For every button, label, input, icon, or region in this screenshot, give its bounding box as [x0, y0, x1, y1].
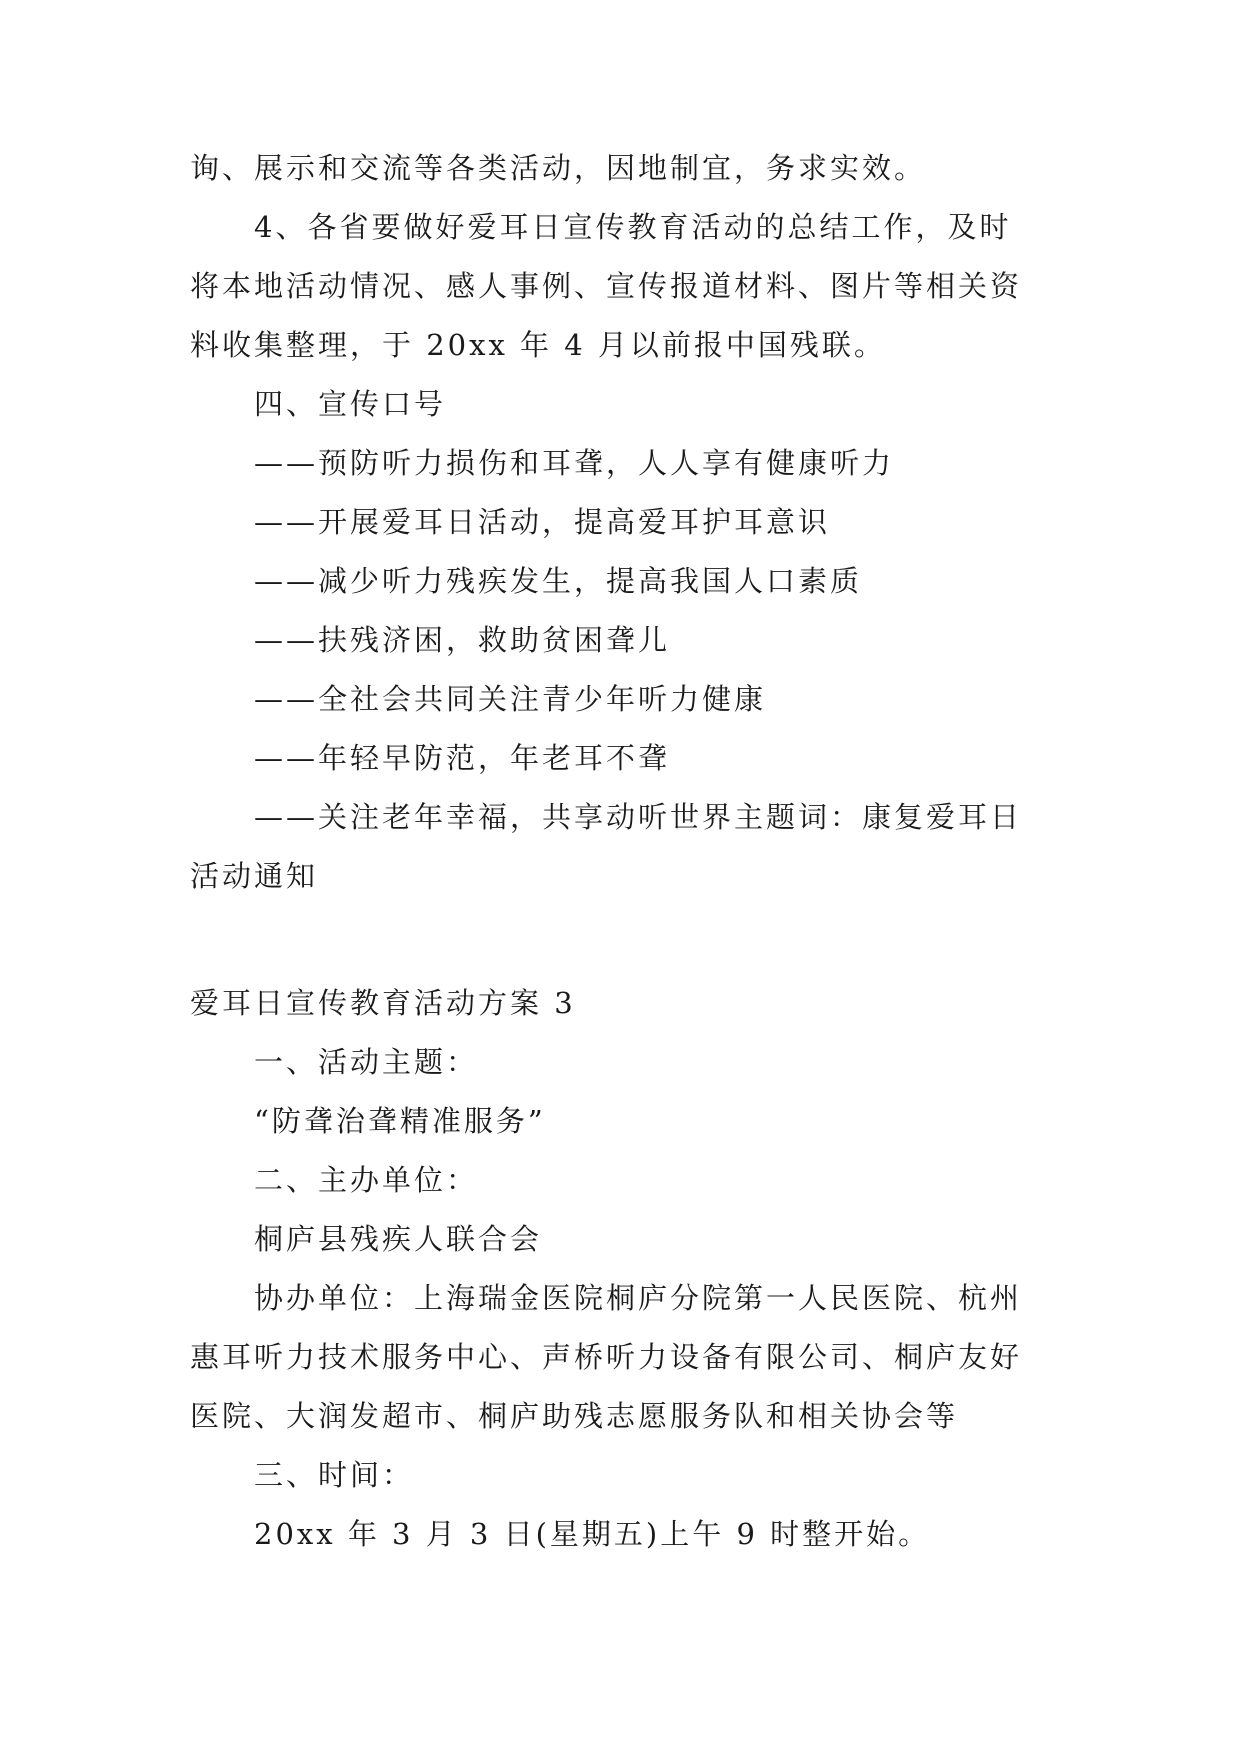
section-heading: 三、时间： [254, 1458, 415, 1492]
section-heading: 四、宣传口号 [254, 387, 447, 421]
section-heading: 二、主办单位： [254, 1163, 479, 1197]
slogan-line: ——关注老年幸福，共享动听世界主题词：康复爱耳日 [254, 800, 1023, 834]
paragraph-line: 询、展示和交流等各类活动，因地制宜，务求实效。 [190, 151, 927, 185]
organizer-text: 桐庐县残疾人联合会 [254, 1222, 543, 1256]
paragraph-line: 料收集整理，于 20xx 年 4 月以前报中国残联。 [190, 328, 886, 362]
slogan-line: ——减少听力残疾发生，提高我国人口素质 [254, 564, 863, 598]
paragraph-line: 惠耳听力技术服务中心、声桥听力设备有限公司、桐庐友好 [190, 1340, 1023, 1374]
slogan-line: ——扶残济困，救助贫困聋儿 [254, 623, 671, 657]
paragraph-line: 活动通知 [190, 859, 319, 893]
section-heading: 一、活动主题： [254, 1045, 479, 1079]
paragraph-line: 将本地活动情况、感人事例、宣传报道材料、图片等相关资 [190, 269, 1023, 303]
paragraph-line: 20xx 年 3 月 3 日(星期五)上午 9 时整开始。 [254, 1517, 931, 1551]
slogan-line: ——全社会共同关注青少年听力健康 [254, 682, 767, 716]
slogan-line: ——预防听力损伤和耳聋，人人享有健康听力 [254, 446, 895, 480]
paragraph-line: 医院、大润发超市、桐庐助残志愿服务队和相关协会等 [190, 1399, 959, 1433]
document-title: 爱耳日宣传教育活动方案 3 [190, 986, 576, 1020]
theme-text: “防聋治聋精准服务” [254, 1104, 546, 1138]
slogan-line: ——年轻早防范，年老耳不聋 [254, 741, 671, 775]
paragraph-line: 协办单位：上海瑞金医院桐庐分院第一人民医院、杭州 [254, 1281, 1023, 1315]
slogan-line: ——开展爱耳日活动，提高爱耳护耳意识 [254, 505, 831, 539]
paragraph-line: 4、各省要做好爱耳日宣传教育活动的总结工作，及时 [254, 210, 1012, 244]
